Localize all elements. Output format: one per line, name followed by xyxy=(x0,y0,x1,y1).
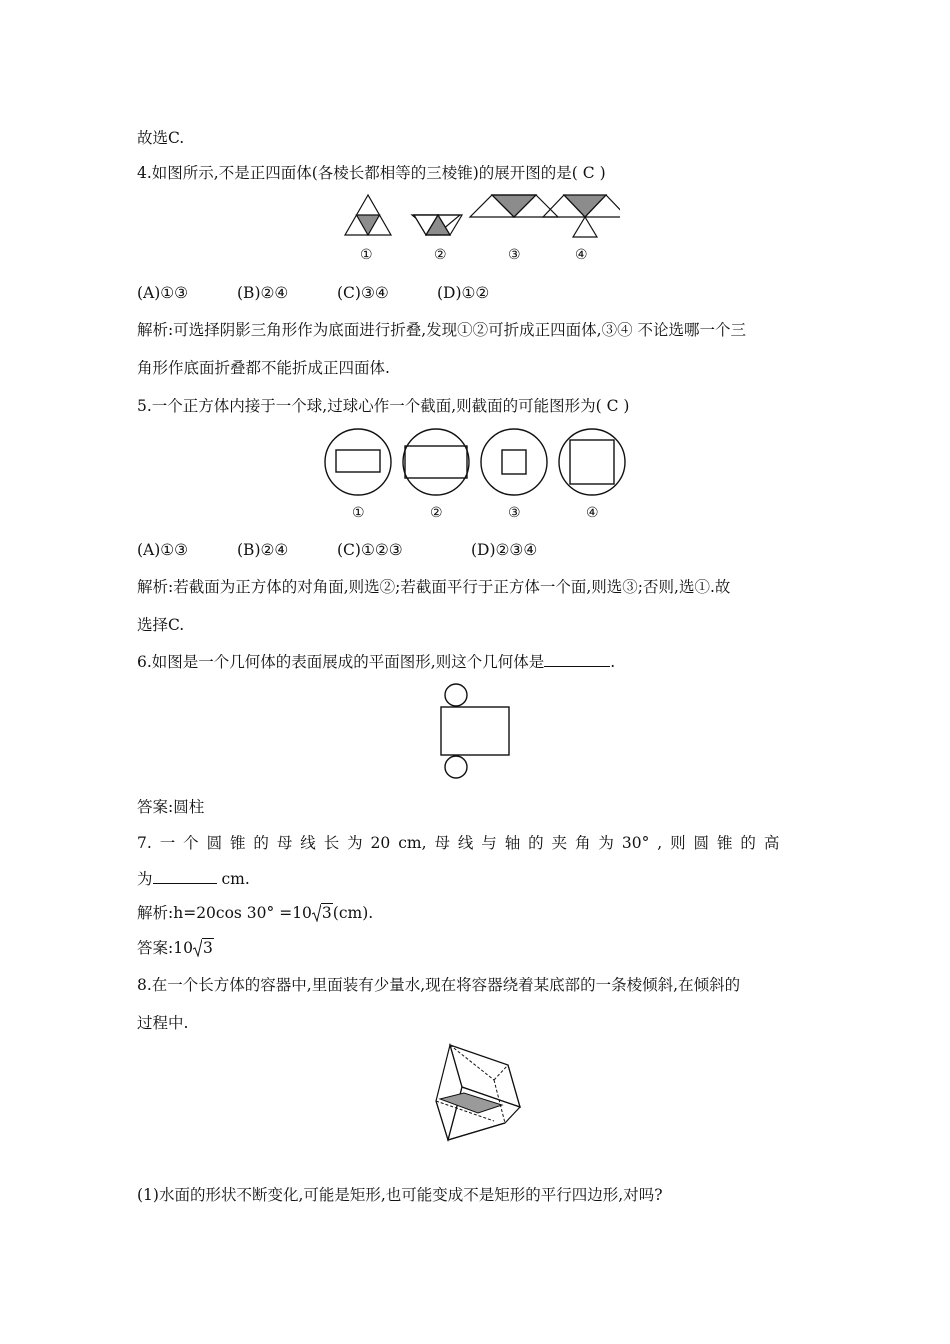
q6-stem-end: . xyxy=(610,653,616,671)
q4-solution-2: 角形作底面折叠都不能折成正四面体. xyxy=(137,359,390,377)
q8-figure xyxy=(430,1043,530,1143)
q5-solution-1: 解析:若截面为正方体的对角面,则选②;若截面平行于正方体一个面,则选③;否则,选①.故 xyxy=(137,578,731,596)
q5-option-c: (C)①②③ xyxy=(337,541,403,559)
q7-solution xyxy=(137,903,373,923)
q4-label-1: ① xyxy=(360,247,373,263)
q7-solution-sqrt xyxy=(312,903,333,923)
q7-solution-unit: (cm). xyxy=(332,904,374,922)
q7-stem-line2 xyxy=(137,869,250,889)
q7-stem-unit: cm. xyxy=(216,870,250,888)
q4-shapes xyxy=(340,190,620,245)
q7-answer-radicand: 3 xyxy=(202,939,213,957)
q7-stem: 7. 一 个 圆 锥 的 母 线 长 为 20 cm, 母 线 与 轴 的 夹 角 为 30° , 则 圆 锥 的 高 xyxy=(137,834,780,852)
q4-option-c: (C)③④ xyxy=(337,284,389,302)
q4-option-d: (D)①② xyxy=(437,284,490,302)
q8-subquestion-1: (1)水面的形状不断变化,可能是矩形,也可能变成不是矩形的平行四边形,对吗? xyxy=(137,1186,663,1204)
q6-stem: 6.如图是一个几何体的表面展成的平面图形,则这个几何体是 xyxy=(137,653,545,671)
line-conclusion: 故选C. xyxy=(137,129,185,147)
q6-answer-blank[interactable] xyxy=(544,652,610,667)
q5-stem: 5.一个正方体内接于一个球,过球心作一个截面,则截面的可能图形为( C ) xyxy=(137,397,630,415)
q5-solution-2: 选择C. xyxy=(137,616,185,634)
q4-label-2: ② xyxy=(434,247,447,263)
q4-options xyxy=(137,283,489,303)
q8-stem-2: 过程中. xyxy=(137,1014,189,1032)
q7-answer-blank[interactable] xyxy=(153,869,217,884)
q5-label-3: ③ xyxy=(508,505,521,521)
q5-options xyxy=(137,540,537,560)
q5-figure xyxy=(320,428,630,498)
q4-solution-1: 解析:可选择阴影三角形作为底面进行折叠,发现①②可折成正四面体,③④ 不论选哪一个三 xyxy=(137,321,747,339)
q4-label-4: ④ xyxy=(575,247,588,263)
q7-answer-text: 答案:10 xyxy=(137,939,193,957)
q6-stem-line xyxy=(137,652,615,672)
q4-option-b: (B)②④ xyxy=(237,284,289,302)
q4-label-3: ③ xyxy=(508,247,521,263)
q5-label-2: ② xyxy=(430,505,443,521)
q5-option-b: (B)②④ xyxy=(237,541,289,559)
q5-option-a: (A)①③ xyxy=(137,541,189,559)
q7-answer xyxy=(137,938,214,958)
q8-stem-1: 8.在一个长方体的容器中,里面装有少量水,现在将容器绕着某底部的一条棱倾斜,在倾斜的 xyxy=(137,976,741,994)
q7-solution-radicand: 3 xyxy=(321,904,332,922)
q7-stem-prefix: 为 xyxy=(137,870,153,888)
q5-label-4: ④ xyxy=(586,505,599,521)
q5-option-d: (D)②③④ xyxy=(471,541,538,559)
q4-stem: 4.如图所示,不是正四面体(各棱长都相等的三棱锥)的展开图的是( C ) xyxy=(137,164,606,182)
q7-answer-sqrt xyxy=(193,938,214,958)
q7-solution-text: 解析:h=20cos 30° =10 xyxy=(137,904,312,922)
q6-answer: 答案:圆柱 xyxy=(137,798,205,816)
q6-figure xyxy=(438,683,514,780)
q4-option-a: (A)①③ xyxy=(137,284,189,302)
q5-label-1: ① xyxy=(352,505,365,521)
